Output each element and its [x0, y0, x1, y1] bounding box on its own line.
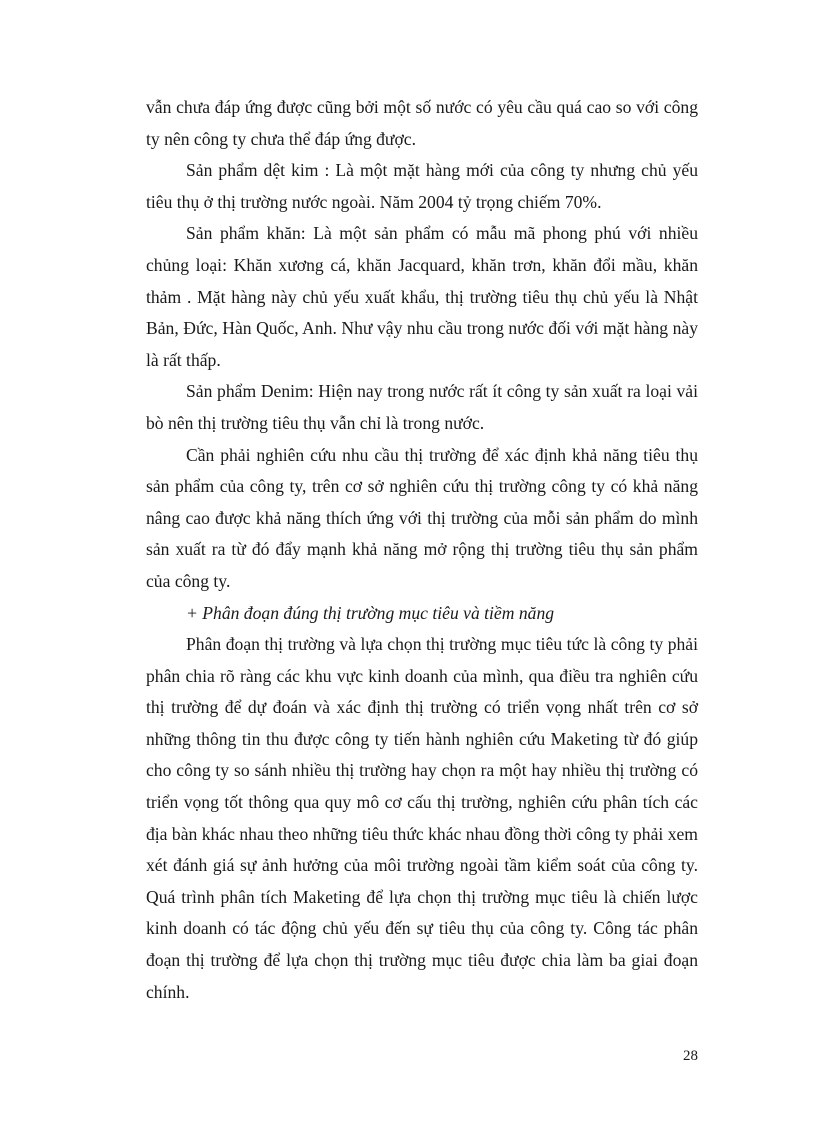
paragraph-segmentation: Phân đoạn thị trường và lựa chọn thị trường mục tiêu tức là công ty phải phân chia rõ ràng các khu vực kinh doanh của mình, qua điều tra nghiên cứu thị trường để dự đoán và xác định thị trường có triển vọng nhất trên cơ sở những thông tin thu được công ty tiến hành nghiên cứu Maketing từ đó giúp cho công ty so sánh nhiều thị trường hay chọn ra một hay nhiều thị trường có triển vọng tốt thông qua quy mô cơ cấu thị trường, nghiên cứu phân tích các địa bàn khác nhau theo những tiêu thức khác nhau đồng thời công ty phải xem xét đánh giá sự ảnh hưởng của môi trường ngoài tầm kiểm soát của công ty. Quá trình phân tích Maketing để lựa chọn thị trường mục tiêu là chiến lược kinh doanh có tác động chủ yếu đến sự tiêu thụ của công ty. Công tác phân đoạn thị trường để lựa chọn thị trường mục tiêu được chia làm ba giai đoạn chính. — [146, 634, 698, 1002]
paragraph-towel-products: Sản phẩm khăn: Là một sản phẩm có mẫu mã phong phú với nhiều chủng loại: Khăn xương cá, khăn Jacquard, khăn trơn, khăn đổi mầu, khăn thảm . Mặt hàng này chủ yếu xuất khẩu, thị trường tiêu thụ chủ yếu là Nhật Bản, Đức, Hàn Quốc, Anh. Như vậy nhu cầu trong nước đối với mặt hàng này là rất thấp. — [146, 223, 698, 370]
paragraph-continuation: vẫn chưa đáp ứng được cũng bởi một số nước có yêu cầu quá cao so với công ty nên công ty chưa thể đáp ứng được. — [146, 97, 698, 149]
paragraph-denim-products: Sản phẩm Denim: Hiện nay trong nước rất ít công ty sản xuất ra loại vải bò nên thị trường tiêu thụ vẫn chỉ là trong nước. — [146, 381, 698, 433]
page-number: 28 — [683, 1048, 698, 1064]
section-heading-segmentation: + Phân đoạn đúng thị trường mục tiêu và tiềm năng — [186, 602, 555, 623]
paragraph-market-research: Cần phải nghiên cứu nhu cầu thị trường để xác định khả năng tiêu thụ sản phẩm của công ty, trên cơ sở nghiên cứu thị trường công ty có khả năng nâng cao được khả năng thích ứng với thị trường của mỗi sản phẩm do mình sản xuất ra từ đó đẩy mạnh khả năng mở rộng thị trường tiêu thụ sản phẩm của công ty. — [146, 444, 698, 591]
document-page — [146, 92, 698, 1008]
paragraph-knit-products: Sản phẩm dệt kim : Là một mặt hàng mới của công ty nhưng chủ yếu tiêu thụ ở thị trường nước ngoài. Năm 2004 tỷ trọng chiếm 70%. — [146, 160, 698, 212]
